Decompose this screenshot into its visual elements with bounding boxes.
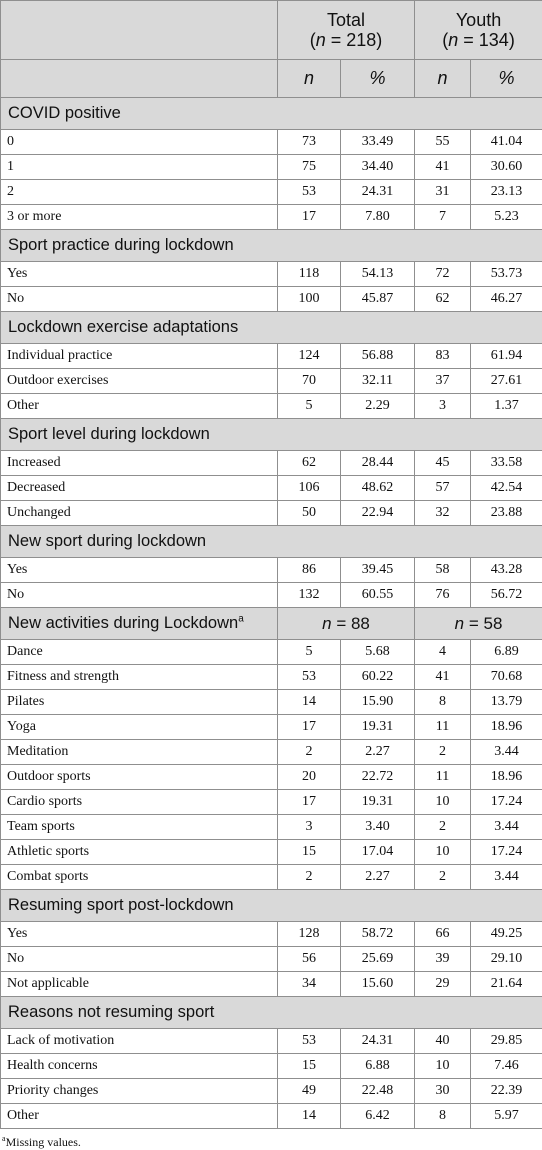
cell-total-pct: 22.48: [341, 1079, 415, 1104]
row-label: 3 or more: [1, 205, 278, 230]
section-title: COVID positive: [1, 98, 542, 130]
table-row: [1, 840, 542, 865]
table-row: [1, 865, 542, 890]
footnote-marker: a: [2, 1134, 6, 1143]
row-label: Cardio sports: [1, 790, 278, 815]
cell-total-pct: 56.88: [341, 344, 415, 369]
cell-youth-n: 8: [415, 690, 471, 715]
section-youth-n: n = 58: [415, 608, 542, 640]
row-label: Increased: [1, 451, 278, 476]
cell-youth-pct: 29.10: [471, 947, 542, 972]
cell-youth-pct: 43.28: [471, 558, 542, 583]
row-label: Pilates: [1, 690, 278, 715]
cell-youth-pct: 21.64: [471, 972, 542, 997]
cell-youth-pct: 30.60: [471, 155, 542, 180]
cell-youth-n: 10: [415, 840, 471, 865]
subheader-youth-pct: %: [471, 60, 542, 98]
cell-youth-n: 41: [415, 155, 471, 180]
cell-youth-n: 2: [415, 865, 471, 890]
cell-total-pct: 15.60: [341, 972, 415, 997]
header-youth-label: Youth: [455, 10, 502, 30]
table-row: [1, 715, 542, 740]
cell-total-n: 2: [278, 865, 341, 890]
cell-total-pct: 6.88: [341, 1054, 415, 1079]
cell-total-pct: 2.27: [341, 865, 415, 890]
table-row: [1, 640, 542, 665]
row-label: No: [1, 583, 278, 608]
cell-total-pct: 39.45: [341, 558, 415, 583]
cell-youth-pct: 5.23: [471, 205, 542, 230]
row-label: Team sports: [1, 815, 278, 840]
row-label: Individual practice: [1, 344, 278, 369]
cell-total-pct: 3.40: [341, 815, 415, 840]
table-row: [1, 790, 542, 815]
cell-total-pct: 5.68: [341, 640, 415, 665]
table-row: [1, 740, 542, 765]
cell-total-pct: 24.31: [341, 180, 415, 205]
table-row: [1, 690, 542, 715]
subheader-total-n: n: [278, 60, 341, 98]
section-title: Reasons not resuming sport: [1, 997, 542, 1029]
row-label: Lack of motivation: [1, 1029, 278, 1054]
cell-youth-pct: 33.58: [471, 451, 542, 476]
row-label: Other: [1, 394, 278, 419]
cell-youth-pct: 6.89: [471, 640, 542, 665]
cell-youth-n: 62: [415, 287, 471, 312]
cell-total-n: 70: [278, 369, 341, 394]
header-row-groups: [1, 1, 542, 60]
cell-total-n: 100: [278, 287, 341, 312]
row-label: Yes: [1, 262, 278, 287]
cell-total-n: 15: [278, 1054, 341, 1079]
cell-youth-n: 83: [415, 344, 471, 369]
cell-total-pct: 25.69: [341, 947, 415, 972]
cell-total-pct: 54.13: [341, 262, 415, 287]
footnote-marker: a: [238, 613, 244, 625]
cell-total-pct: 2.29: [341, 394, 415, 419]
cell-total-pct: 48.62: [341, 476, 415, 501]
cell-total-n: 20: [278, 765, 341, 790]
cell-total-n: 128: [278, 922, 341, 947]
section-header-row: [1, 230, 542, 262]
table-row: [1, 369, 542, 394]
row-label: Outdoor sports: [1, 765, 278, 790]
section-title: Resuming sport post-lockdown: [1, 890, 542, 922]
cell-youth-pct: 17.24: [471, 840, 542, 865]
cell-total-pct: 60.22: [341, 665, 415, 690]
header-youth: [415, 1, 542, 60]
cell-total-n: 75: [278, 155, 341, 180]
footnote: [0, 1129, 542, 1150]
table-row: [1, 344, 542, 369]
cell-youth-n: 76: [415, 583, 471, 608]
table-row: [1, 765, 542, 790]
cell-youth-pct: 18.96: [471, 715, 542, 740]
section-title-text: New activities during Lockdown: [8, 614, 239, 632]
cell-total-pct: 24.31: [341, 1029, 415, 1054]
cell-youth-n: 37: [415, 369, 471, 394]
cell-youth-pct: 23.88: [471, 501, 542, 526]
cell-total-pct: 33.49: [341, 130, 415, 155]
table-row: [1, 155, 542, 180]
cell-youth-n: 32: [415, 501, 471, 526]
cell-youth-n: 11: [415, 765, 471, 790]
table-row: [1, 451, 542, 476]
row-label: Not applicable: [1, 972, 278, 997]
cell-total-pct: 15.90: [341, 690, 415, 715]
cell-youth-pct: 22.39: [471, 1079, 542, 1104]
cell-total-n: 17: [278, 790, 341, 815]
section-header-row: [1, 890, 542, 922]
cell-youth-pct: 13.79: [471, 690, 542, 715]
cell-youth-n: 55: [415, 130, 471, 155]
table-row: [1, 180, 542, 205]
row-label: 0: [1, 130, 278, 155]
row-label: Dance: [1, 640, 278, 665]
cell-total-pct: 34.40: [341, 155, 415, 180]
cell-youth-n: 31: [415, 180, 471, 205]
table-row: [1, 815, 542, 840]
cell-total-pct: 60.55: [341, 583, 415, 608]
table-row: [1, 501, 542, 526]
cell-youth-pct: 53.73: [471, 262, 542, 287]
table-row: [1, 1029, 542, 1054]
cell-youth-n: 39: [415, 947, 471, 972]
cell-total-pct: 7.80: [341, 205, 415, 230]
header-youth-n: (n = 134): [442, 30, 515, 50]
cell-youth-pct: 17.24: [471, 790, 542, 815]
cell-youth-pct: 56.72: [471, 583, 542, 608]
table-row: [1, 922, 542, 947]
row-label: Yoga: [1, 715, 278, 740]
section-title: Sport level during lockdown: [1, 419, 542, 451]
cell-youth-pct: 3.44: [471, 865, 542, 890]
cell-youth-n: 72: [415, 262, 471, 287]
n-symbol: n: [454, 613, 465, 633]
row-label: 2: [1, 180, 278, 205]
cell-youth-n: 40: [415, 1029, 471, 1054]
cell-total-n: 14: [278, 690, 341, 715]
subheader-total-pct: %: [341, 60, 415, 98]
row-label: Health concerns: [1, 1054, 278, 1079]
row-label: No: [1, 287, 278, 312]
section-title: Lockdown exercise adaptations: [1, 312, 542, 344]
cell-total-pct: 6.42: [341, 1104, 415, 1129]
cell-total-pct: 2.27: [341, 740, 415, 765]
header-empty-cell: [1, 1, 278, 60]
cell-youth-n: 8: [415, 1104, 471, 1129]
table-row: [1, 1104, 542, 1129]
cell-youth-pct: 27.61: [471, 369, 542, 394]
cell-total-pct: 19.31: [341, 790, 415, 815]
header-total-label: Total: [326, 10, 366, 30]
cell-total-n: 50: [278, 501, 341, 526]
row-label: Yes: [1, 922, 278, 947]
cell-total-pct: 28.44: [341, 451, 415, 476]
cell-total-pct: 32.11: [341, 369, 415, 394]
header-total: [278, 1, 415, 60]
cell-total-n: 17: [278, 715, 341, 740]
cell-youth-n: 41: [415, 665, 471, 690]
section-header-row: [1, 608, 542, 640]
table-row: [1, 287, 542, 312]
table-row: [1, 130, 542, 155]
cell-total-pct: 17.04: [341, 840, 415, 865]
cell-youth-pct: 18.96: [471, 765, 542, 790]
section-header-row: [1, 312, 542, 344]
cell-youth-pct: 42.54: [471, 476, 542, 501]
cell-total-pct: 45.87: [341, 287, 415, 312]
row-label: Combat sports: [1, 865, 278, 890]
cell-youth-pct: 61.94: [471, 344, 542, 369]
cell-youth-n: 30: [415, 1079, 471, 1104]
cell-total-n: 53: [278, 180, 341, 205]
section-header-row: [1, 98, 542, 130]
row-label: Unchanged: [1, 501, 278, 526]
cell-youth-pct: 23.13: [471, 180, 542, 205]
cell-youth-n: 29: [415, 972, 471, 997]
n-value: 88: [350, 613, 370, 633]
cell-youth-n: 45: [415, 451, 471, 476]
cell-youth-n: 10: [415, 790, 471, 815]
table-row: [1, 558, 542, 583]
header-row-subcolumns: [1, 60, 542, 98]
cell-youth-pct: 29.85: [471, 1029, 542, 1054]
cell-total-n: 132: [278, 583, 341, 608]
row-label: Fitness and strength: [1, 665, 278, 690]
table-row: [1, 262, 542, 287]
cell-total-n: 5: [278, 394, 341, 419]
cell-youth-n: 3: [415, 394, 471, 419]
section-header-row: [1, 997, 542, 1029]
table-row: [1, 1079, 542, 1104]
cell-youth-pct: 46.27: [471, 287, 542, 312]
cell-total-pct: 58.72: [341, 922, 415, 947]
cell-total-n: 106: [278, 476, 341, 501]
cell-youth-n: 58: [415, 558, 471, 583]
cell-youth-pct: 3.44: [471, 740, 542, 765]
cell-total-pct: 19.31: [341, 715, 415, 740]
cell-youth-pct: 7.46: [471, 1054, 542, 1079]
cell-total-n: 73: [278, 130, 341, 155]
section-header-row: [1, 419, 542, 451]
cell-total-n: 2: [278, 740, 341, 765]
subheader-youth-n: n: [415, 60, 471, 98]
cell-youth-pct: 1.37: [471, 394, 542, 419]
cell-youth-n: 66: [415, 922, 471, 947]
cell-youth-n: 2: [415, 740, 471, 765]
cell-total-n: 124: [278, 344, 341, 369]
cell-total-n: 53: [278, 665, 341, 690]
cell-youth-pct: 5.97: [471, 1104, 542, 1129]
header-empty-cell: [1, 60, 278, 98]
table-row: [1, 394, 542, 419]
cell-total-n: 15: [278, 840, 341, 865]
cell-youth-n: 10: [415, 1054, 471, 1079]
n-symbol: n: [322, 613, 332, 633]
cell-youth-pct: 70.68: [471, 665, 542, 690]
section-title: Sport practice during lockdown: [1, 230, 542, 262]
row-label: Meditation: [1, 740, 278, 765]
section-title: [1, 608, 278, 640]
table-row: [1, 947, 542, 972]
table-row: [1, 476, 542, 501]
cell-total-pct: 22.72: [341, 765, 415, 790]
section-header-row: [1, 526, 542, 558]
table-row: [1, 665, 542, 690]
cell-total-n: 17: [278, 205, 341, 230]
header-total-n: (n = 218): [309, 30, 383, 50]
row-label: Other: [1, 1104, 278, 1129]
footnote-text: Missing values.: [5, 1135, 81, 1149]
section-title: New sport during lockdown: [1, 526, 542, 558]
cell-total-n: 86: [278, 558, 341, 583]
table-row: [1, 972, 542, 997]
cell-youth-pct: 41.04: [471, 130, 542, 155]
cell-youth-pct: 49.25: [471, 922, 542, 947]
row-label: Yes: [1, 558, 278, 583]
cell-youth-n: 2: [415, 815, 471, 840]
cell-youth-n: 7: [415, 205, 471, 230]
row-label: No: [1, 947, 278, 972]
n-value: 58: [483, 613, 503, 633]
cell-youth-pct: 3.44: [471, 815, 542, 840]
cell-total-n: 56: [278, 947, 341, 972]
cell-total-n: 34: [278, 972, 341, 997]
table-row: [1, 1054, 542, 1079]
cell-total-n: 53: [278, 1029, 341, 1054]
cell-total-n: 62: [278, 451, 341, 476]
cell-total-n: 3: [278, 815, 341, 840]
row-label: 1: [1, 155, 278, 180]
cell-total-pct: 22.94: [341, 501, 415, 526]
cell-total-n: 14: [278, 1104, 341, 1129]
row-label: Decreased: [1, 476, 278, 501]
row-label: Outdoor exercises: [1, 369, 278, 394]
table-row: [1, 205, 542, 230]
table-row: [1, 583, 542, 608]
cell-youth-n: 4: [415, 640, 471, 665]
cell-youth-n: 57: [415, 476, 471, 501]
section-total-n: n = 88: [278, 608, 415, 640]
row-label: Athletic sports: [1, 840, 278, 865]
cell-total-n: 118: [278, 262, 341, 287]
cell-youth-n: 11: [415, 715, 471, 740]
cell-total-n: 5: [278, 640, 341, 665]
table-body: [1, 1, 542, 1129]
cell-total-n: 49: [278, 1079, 341, 1104]
row-label: Priority changes: [1, 1079, 278, 1104]
